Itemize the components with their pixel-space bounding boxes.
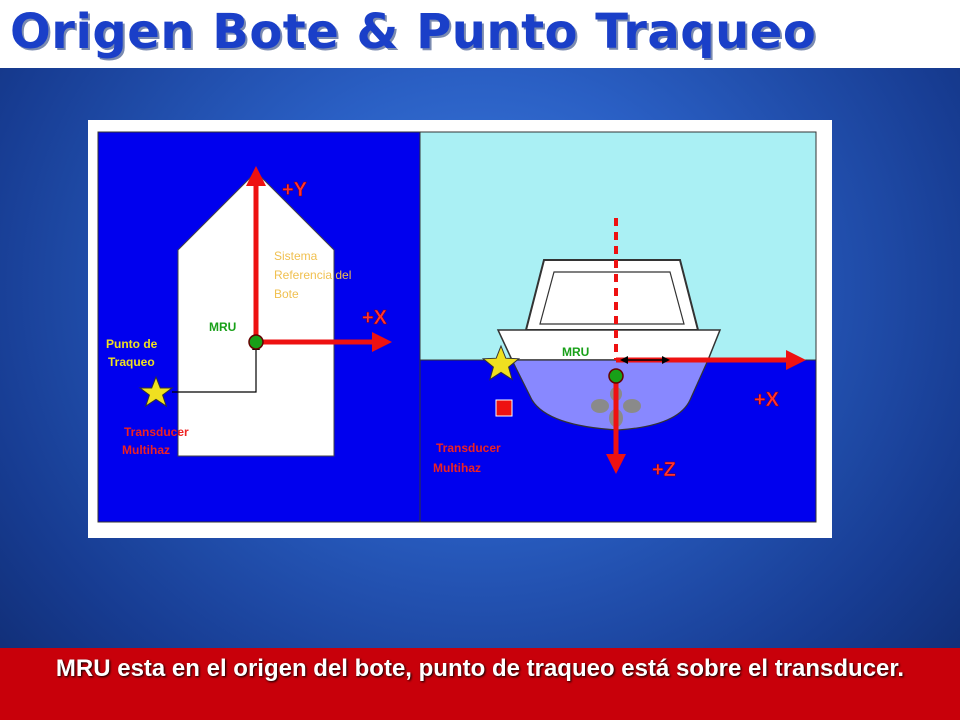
left-mru-marker xyxy=(249,335,263,349)
system-label-line3: Bote xyxy=(274,287,299,301)
right-transducer-square xyxy=(496,400,512,416)
right-transducer-line1: Transducer xyxy=(436,441,501,455)
left-mru-label: MRU xyxy=(209,320,237,334)
slide-title: Origen Bote & Punto Traqueo xyxy=(10,4,817,60)
title-bar xyxy=(0,0,960,68)
diagram-frame xyxy=(88,120,832,538)
left-transducer-line1: Transducer xyxy=(124,425,189,439)
diagram-svg xyxy=(88,120,832,538)
left-axis-x-label: +X xyxy=(362,307,388,329)
system-label-line1: Sistema xyxy=(274,249,318,263)
caption-text: MRU esta en el origen del bote, punto de traqueo está sobre el transducer. xyxy=(55,655,905,682)
boat-cabin-window xyxy=(540,272,684,324)
right-transducer-line2: Multihaz xyxy=(433,461,481,475)
left-transducer-line2: Multihaz xyxy=(122,443,170,457)
right-axis-x-label: +X xyxy=(754,389,780,411)
left-axis-y-label: +Y xyxy=(282,179,308,201)
boat-deck xyxy=(498,330,720,360)
tracking-point-line1: Punto de xyxy=(106,337,158,351)
right-axis-z-label: +Z xyxy=(652,459,676,481)
propeller-blade-right xyxy=(623,399,641,413)
caption-bar xyxy=(0,648,960,720)
right-mru-marker xyxy=(609,369,623,383)
tracking-point-line2: Traqueo xyxy=(108,355,155,369)
system-label-line2: Referencia del xyxy=(274,268,352,282)
propeller-blade-left xyxy=(591,399,609,413)
right-mru-label: MRU xyxy=(562,345,590,359)
